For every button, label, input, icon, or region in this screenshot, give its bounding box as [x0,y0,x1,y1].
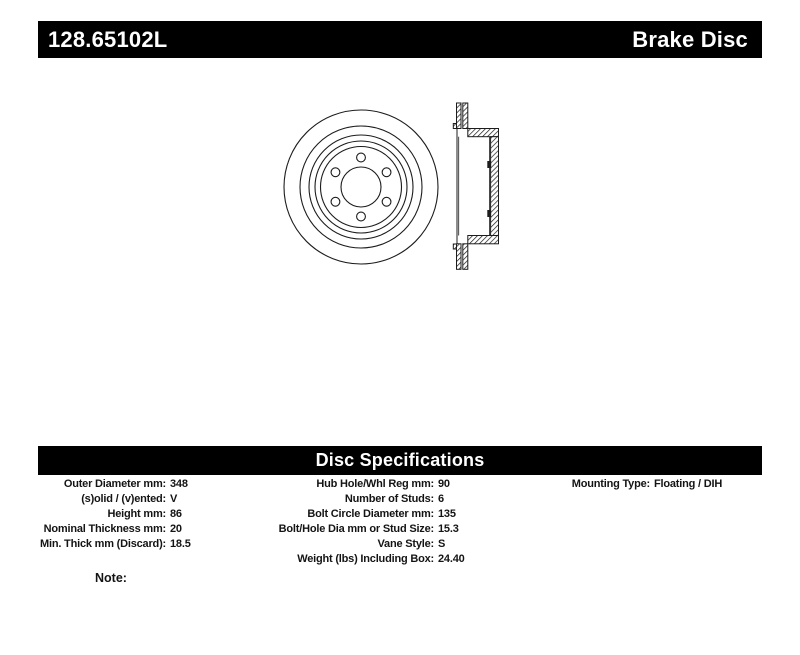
spec-label: Vane Style: [377,538,434,550]
bolt-hole [382,168,391,177]
spec-row [38,492,191,507]
spec-row [248,477,465,492]
section-bore-edge-bottom [488,211,491,217]
spec-value: 20 [170,523,182,535]
spec-column-left [38,477,191,552]
spec-value: 24.40 [438,553,465,565]
section-bore-edge-top [488,162,491,168]
spec-label: Weight (lbs) Including Box: [297,553,434,565]
spec-label: Nominal Thickness mm: [43,523,166,535]
section-hat-top-flange [468,129,499,137]
spec-value: Floating / DIH [654,478,723,490]
brake-disc-drawing [240,85,520,290]
spec-row [518,477,722,492]
hat-rim-outer-circle [309,135,413,239]
spec-row [248,537,465,552]
part-number: 128.65102L [48,26,168,52]
spec-column-middle [248,477,465,567]
spec-row [38,537,191,552]
spec-section-bar [38,446,762,475]
spec-value: 86 [170,508,182,520]
spec-row [248,507,465,522]
spec-row [38,522,191,537]
outer-diameter-circle [284,110,438,264]
section-hat-right-wall [491,137,499,236]
friction-face-circle [300,126,422,248]
spec-label: Height mm: [107,508,166,520]
spec-column-right [518,477,722,492]
center-hole [341,167,381,207]
product-name: Brake Disc [632,26,748,52]
section-bottom-lip [453,244,456,249]
spec-label: (s)olid / (v)ented: [81,493,166,505]
spec-label: Min. Thick mm (Discard): [40,538,166,550]
bolt-hole [331,197,340,206]
bolt-hole [331,168,340,177]
spec-label: Number of Studs: [344,493,434,505]
spec-value: 348 [170,478,188,490]
section-bottom-plate-inner [463,244,468,269]
spec-row [248,552,465,567]
spec-row [38,507,191,522]
spec-label: Bolt Circle Diameter mm: [307,508,434,520]
bolt-hole [382,197,391,206]
section-top-lip [453,124,456,129]
bolt-holes [331,153,391,221]
spec-value: 18.5 [170,538,191,550]
hub-face-circle [321,147,402,228]
note-label: Note: [95,571,127,585]
spec-value: V [170,493,178,505]
spec-section-title: Disc Specifications [315,450,485,470]
bolt-hole [357,212,366,221]
header-bar [38,21,762,58]
spec-label: Outer Diameter mm: [63,478,166,490]
spec-label: Hub Hole/Whl Reg mm: [316,478,434,490]
section-hat-bottom-flange [468,236,499,244]
spec-row [248,522,465,537]
spec-value: 135 [438,508,456,520]
spec-value: S [438,538,446,550]
spec-value: 90 [438,478,450,490]
spec-label: Bolt/Hole Dia mm or Stud Size: [278,523,434,535]
spec-row [38,477,191,492]
spec-value: 15.3 [438,523,459,535]
spec-label: Mounting Type: [571,478,650,490]
disc-cross-section [453,103,498,269]
spec-row [248,492,465,507]
section-bottom-plate-outer [457,244,462,269]
spec-value: 6 [438,493,444,505]
disc-front-view [284,110,438,264]
hat-rim-inner-circle [315,141,407,233]
section-top-plate-outer [457,103,462,129]
section-top-plate-inner [463,103,468,129]
bolt-hole [357,153,366,162]
